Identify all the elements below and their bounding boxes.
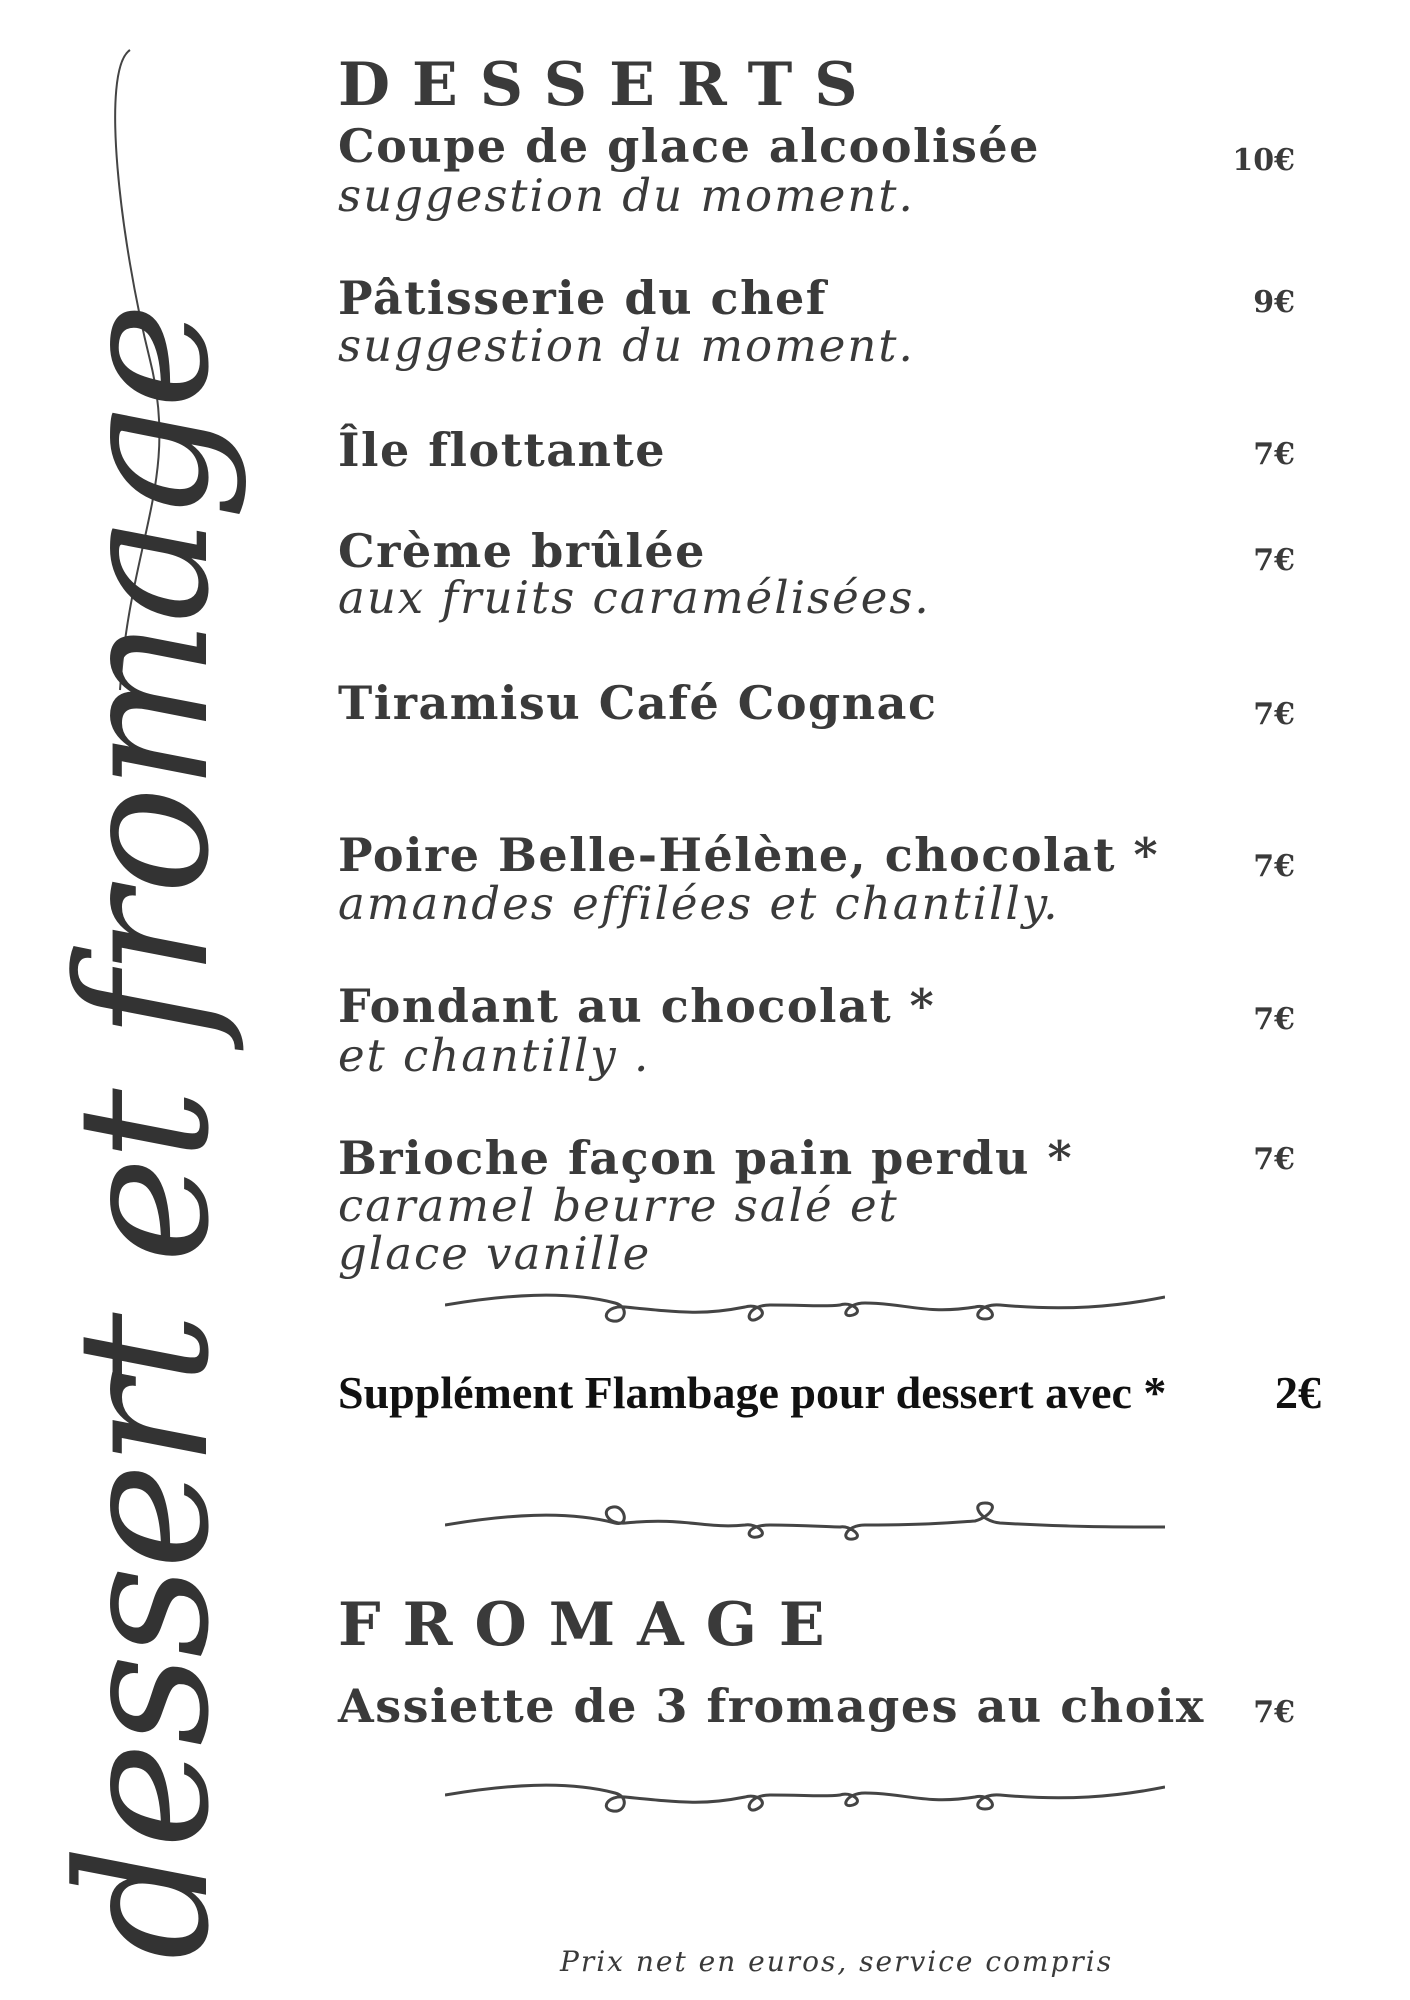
menu-item-description: suggestion du moment. xyxy=(338,319,915,372)
menu-item-price: 7€ xyxy=(1253,1142,1295,1177)
menu-item-description: et chantilly . xyxy=(338,1029,651,1082)
menu-item-name: Tiramisu Café Cognac xyxy=(338,676,938,730)
supplement-text: Supplément Flambage pour dessert avec * xyxy=(338,1367,1167,1418)
menu-item-price: 7€ xyxy=(1253,849,1295,884)
menu-item-name: Île flottante xyxy=(338,423,666,477)
desserts-heading: DESSERTS xyxy=(338,50,880,120)
side-title: dessert et fromage xyxy=(40,306,249,1960)
ornament-divider xyxy=(445,1285,1165,1335)
supplement-price: 2€ xyxy=(1275,1367,1321,1418)
menu-item-price: 7€ xyxy=(1253,543,1295,578)
menu-item-description: amandes effilées et chantilly. xyxy=(338,877,1060,930)
menu-item-price: 9€ xyxy=(1253,285,1295,320)
menu-item-description: caramel beurre salé et glace vanille xyxy=(338,1179,899,1280)
fromage-heading: FROMAGE xyxy=(338,1590,847,1660)
menu-item-name: Pâtisserie du chef xyxy=(338,271,828,325)
menu-item-price: 10€ xyxy=(1232,143,1295,178)
menu-item-description: aux fruits caramélisées. xyxy=(338,571,931,624)
menu-item-price: 7€ xyxy=(1253,1002,1295,1037)
footer-note: Prix net en euros, service compris xyxy=(560,1945,1114,1978)
menu-item-description: suggestion du moment. xyxy=(338,169,915,222)
menu-item-price: 7€ xyxy=(1253,1695,1295,1730)
menu-item-price: 7€ xyxy=(1253,697,1295,732)
menu-item-name: Coupe de glace alcoolisée xyxy=(338,119,1040,173)
ornament-divider xyxy=(445,1495,1165,1545)
menu-item-name: Poire Belle-Hélène, chocolat * xyxy=(338,828,1160,882)
menu-item-name: Brioche façon pain perdu * xyxy=(338,1131,1073,1185)
ornament-divider xyxy=(445,1775,1165,1825)
menu-item-name: Assiette de 3 fromages au choix xyxy=(338,1679,1205,1733)
menu-item-name: Crème brûlée xyxy=(338,524,706,578)
menu-item-name: Fondant au chocolat * xyxy=(338,979,936,1033)
menu-item-price: 7€ xyxy=(1253,437,1295,472)
